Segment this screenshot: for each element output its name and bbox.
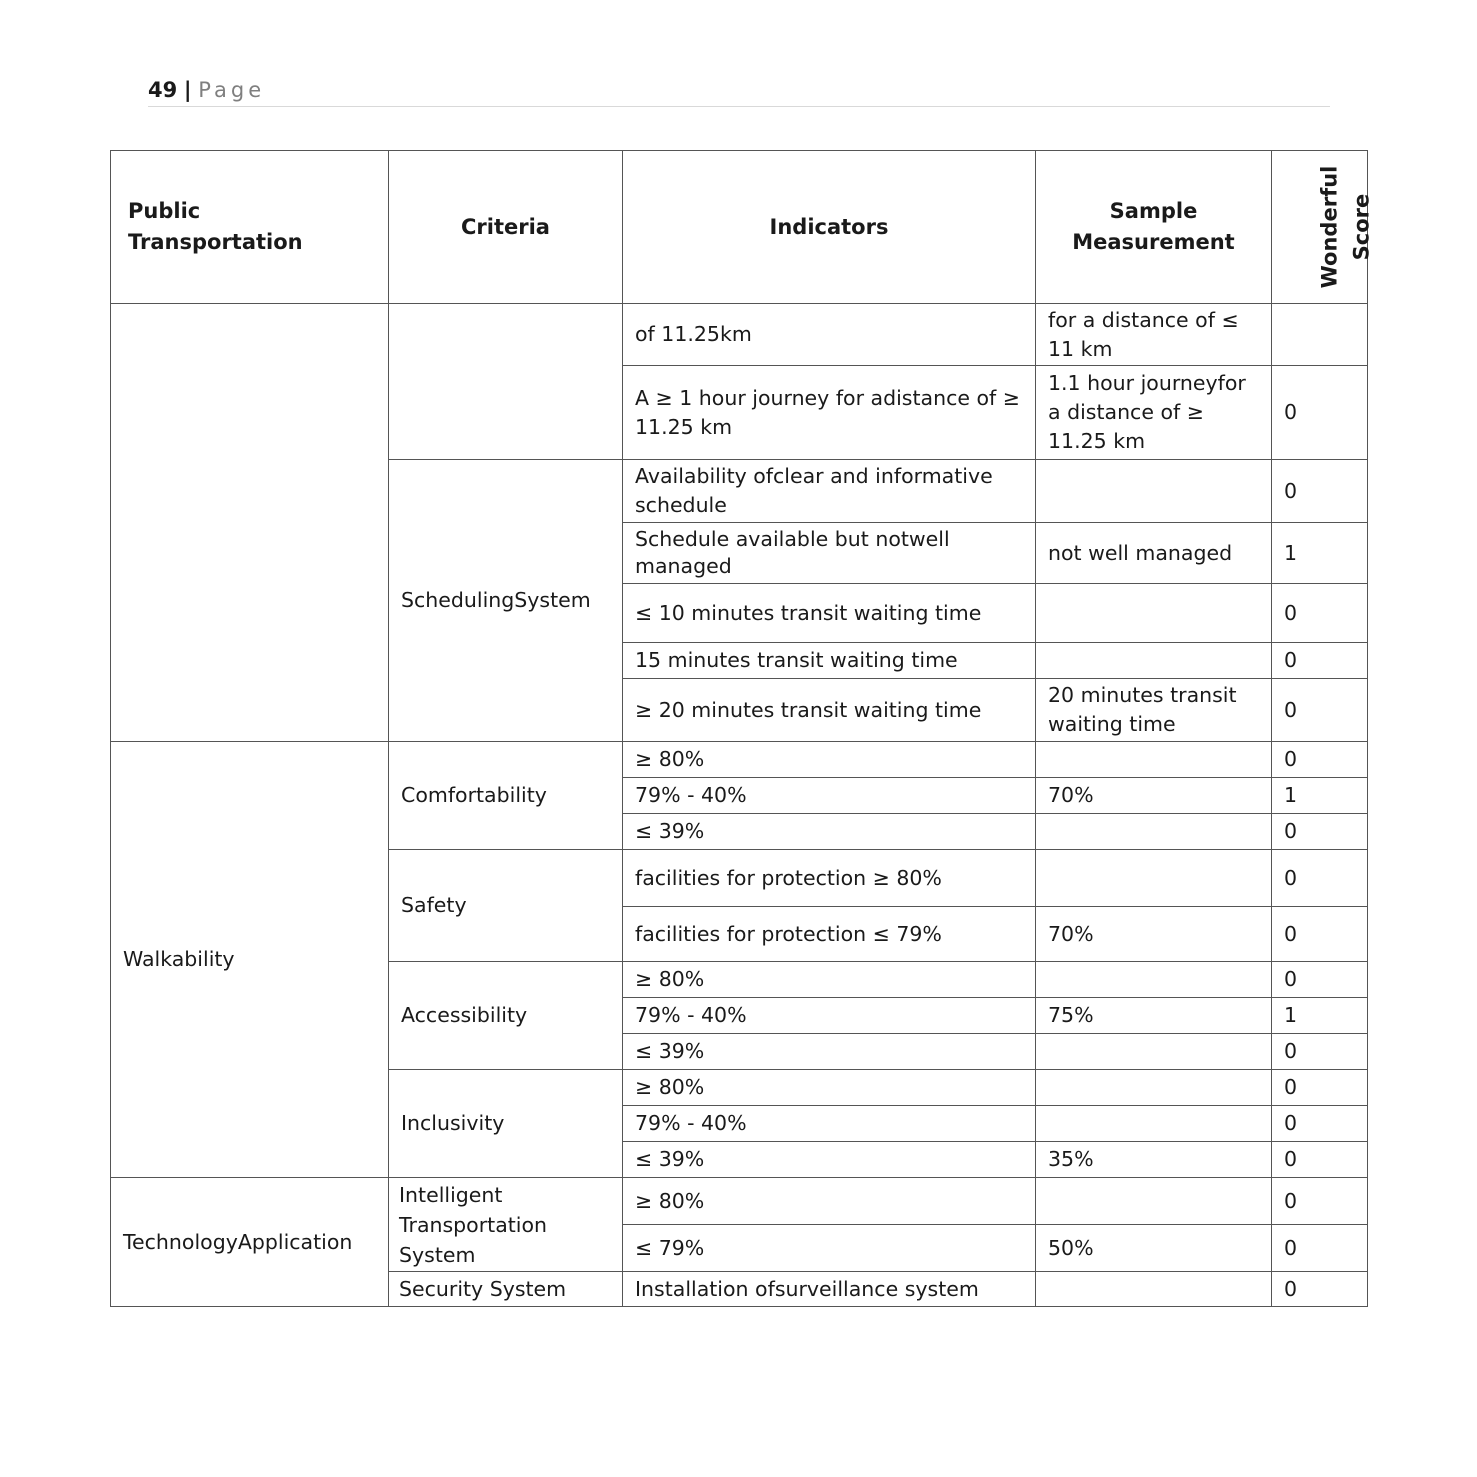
measurement-cell: 50%: [1036, 1225, 1272, 1272]
score-cell: 1: [1272, 998, 1368, 1034]
score-cell: [1272, 304, 1368, 366]
indicator-cell: ≥ 80%: [623, 1178, 1036, 1225]
score-cell: 0: [1272, 1034, 1368, 1070]
category-cell-empty: [111, 304, 389, 742]
measurement-cell: [1036, 643, 1272, 679]
measurement-cell: not well managed: [1036, 523, 1272, 584]
score-cell: 0: [1272, 814, 1368, 850]
measurement-cell: [1036, 962, 1272, 998]
indicator-cell: ≤ 79%: [623, 1225, 1036, 1272]
score-cell: 0: [1272, 584, 1368, 643]
page-header: [148, 74, 1330, 107]
category-technology-application: TechnologyApplication: [111, 1178, 389, 1307]
measurement-cell: [1036, 1034, 1272, 1070]
table-row: [111, 742, 1368, 778]
score-cell: 0: [1272, 850, 1368, 907]
measurement-cell: 70%: [1036, 907, 1272, 962]
criteria-security-system: Security System: [389, 1272, 623, 1307]
measurement-cell: [1036, 742, 1272, 778]
criteria-accessibility: Accessibility: [389, 962, 623, 1070]
score-cell: 0: [1272, 1272, 1368, 1307]
measurement-cell: 20 minutes transit waiting time: [1036, 679, 1272, 742]
score-cell: 0: [1272, 742, 1368, 778]
indicator-cell: 79% - 40%: [623, 1106, 1036, 1142]
measurement-cell: 75%: [1036, 998, 1272, 1034]
page-number: 49: [148, 78, 178, 102]
score-cell: 0: [1272, 907, 1368, 962]
measurement-cell: 1.1 hour journeyfor a distance of ≥ 11.25 km: [1036, 366, 1272, 460]
assessment-table: [110, 150, 1374, 1307]
header-sample-measurement: Sample Measurement: [1036, 151, 1272, 304]
score-cell: 0: [1272, 1178, 1368, 1225]
indicator-cell: Schedule available but notwell managed: [623, 523, 1036, 584]
score-cell: 1: [1272, 523, 1368, 584]
indicator-cell: facilities for protection ≤ 79%: [623, 907, 1036, 962]
indicator-cell: ≤ 39%: [623, 1034, 1036, 1070]
page-label: Page: [198, 78, 266, 102]
indicator-cell: ≤ 10 minutes transit waiting time: [623, 584, 1036, 643]
indicator-cell: ≤ 39%: [623, 814, 1036, 850]
indicator-cell: 79% - 40%: [623, 998, 1036, 1034]
category-walkability: Walkability: [111, 742, 389, 1178]
score-cell: 0: [1272, 366, 1368, 460]
measurement-cell: [1036, 1272, 1272, 1307]
measurement-cell: [1036, 1070, 1272, 1106]
header-row: [111, 151, 1368, 304]
score-cell: 1: [1272, 778, 1368, 814]
indicator-cell: 79% - 40%: [623, 778, 1036, 814]
score-cell: 0: [1272, 460, 1368, 523]
measurement-cell: [1036, 1106, 1272, 1142]
indicator-cell: Availability ofclear and informative schedule: [623, 460, 1036, 523]
criteria-inclusivity: Inclusivity: [389, 1070, 623, 1178]
header-wonderful-score: [1272, 151, 1374, 304]
measurement-cell: [1036, 1178, 1272, 1225]
criteria-intelligent-transportation-system: Intelligent Transportation System: [389, 1178, 623, 1272]
indicator-cell: 15 minutes transit waiting time: [623, 643, 1036, 679]
indicator-cell: Installation ofsurveillance system: [623, 1272, 1036, 1307]
indicator-cell: ≥ 80%: [623, 742, 1036, 778]
measurement-cell: for a distance of ≤ 11 km: [1036, 304, 1272, 366]
indicator-cell: ≤ 39%: [623, 1142, 1036, 1178]
indicator-cell: ≥ 80%: [623, 1070, 1036, 1106]
indicator-cell: facilities for protection ≥ 80%: [623, 850, 1036, 907]
score-cell: 0: [1272, 962, 1368, 998]
measurement-cell: 35%: [1036, 1142, 1272, 1178]
measurement-cell: 70%: [1036, 778, 1272, 814]
criteria-cell-empty: [389, 304, 623, 460]
criteria-safety: Safety: [389, 850, 623, 962]
criteria-comfortability: Comfortability: [389, 742, 623, 850]
page-separator: |: [183, 78, 192, 102]
header-criteria: Criteria: [389, 151, 623, 304]
header-score-rotated: [1313, 166, 1377, 289]
score-cell: 0: [1272, 679, 1368, 742]
measurement-cell: [1036, 850, 1272, 907]
header-public-transportation: Public Transportation: [111, 151, 389, 304]
header-indicators: Indicators: [623, 151, 1036, 304]
score-cell: 0: [1272, 1142, 1368, 1178]
table-row: [111, 304, 1368, 366]
indicator-cell: of 11.25km: [623, 304, 1036, 366]
table-row: [111, 1178, 1368, 1225]
score-cell: 0: [1272, 1225, 1368, 1272]
header-score-line1: Wonderful: [1317, 165, 1342, 289]
indicator-cell: ≥ 20 minutes transit waiting time: [623, 679, 1036, 742]
indicator-cell: ≥ 80%: [623, 962, 1036, 998]
measurement-cell: [1036, 814, 1272, 850]
measurement-cell: [1036, 460, 1272, 523]
criteria-scheduling-system: SchedulingSystem: [389, 460, 623, 742]
score-cell: 0: [1272, 1070, 1368, 1106]
score-cell: 0: [1272, 643, 1368, 679]
indicator-cell: A ≥ 1 hour journey for adistance of ≥ 11.25 km: [623, 366, 1036, 460]
measurement-cell: [1036, 584, 1272, 643]
header-score-line2: Score: [1349, 193, 1374, 261]
score-cell: 0: [1272, 1106, 1368, 1142]
